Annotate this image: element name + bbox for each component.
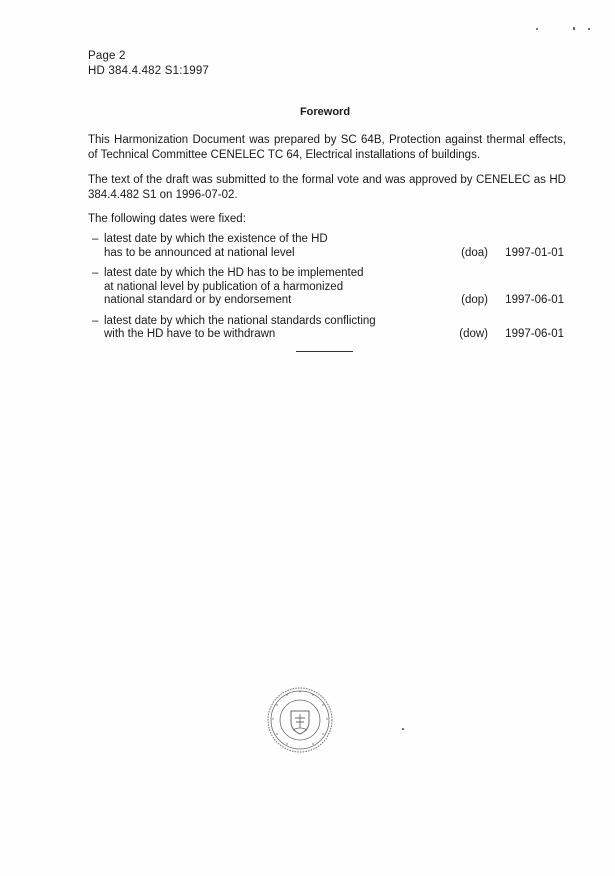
date-abbreviation: (dow) [459, 328, 488, 340]
description-line: latest date by which the HD has to be implemented [104, 267, 364, 279]
end-rule [296, 351, 353, 352]
date-item-doa [88, 233, 564, 260]
date-value: 1997-01-01 [505, 246, 564, 259]
paragraph-vote: The text of the draft was submitted to the formal vote and was approved by CENELEC as HD 384.4.482 S1 on 1996-07-02. [88, 174, 566, 201]
description-line: has to be announced at national level [104, 246, 295, 259]
document-reference: HD 384.4.482 S1:1997 [88, 65, 210, 77]
description-line: at national level by publication of a harmonized [104, 280, 344, 293]
paragraph-intro: This Harmonization Document was prepared by SC 64B, Protection against thermal effects, of Technical Committee CENELEC TC 64, Electrical installations of buildings. [88, 134, 566, 161]
official-stamp-icon [266, 686, 334, 754]
date-item-dow [88, 315, 564, 342]
scan-speck [573, 27, 575, 30]
date-description [104, 315, 404, 342]
list-dash: – [92, 314, 99, 327]
dates-list [88, 233, 564, 349]
date-value: 1997-06-01 [505, 328, 564, 340]
section-title: Foreword [299, 106, 351, 118]
scan-speck [536, 28, 538, 30]
date-description [104, 267, 404, 308]
list-dash: – [92, 267, 99, 279]
description-line: with the HD have to be withdrawn [104, 328, 276, 340]
page-number: Page 2 [88, 50, 126, 62]
description-line: national standard or by endorsement [104, 294, 292, 306]
date-abbreviation: (dop) [461, 294, 488, 306]
description-line: latest date by which the national standards conflicting [104, 314, 376, 327]
description-line: latest date by which the existence of the HD [104, 233, 328, 245]
scan-speck [588, 28, 590, 30]
date-value: 1997-06-01 [505, 294, 564, 306]
scan-speck [402, 728, 404, 730]
page-header [88, 49, 209, 79]
date-abbreviation: (doa) [461, 246, 488, 259]
date-description [104, 233, 404, 260]
list-dash: – [92, 233, 99, 245]
date-item-dop [88, 267, 564, 308]
paragraph-dates-intro: The following dates were fixed: [88, 213, 246, 225]
